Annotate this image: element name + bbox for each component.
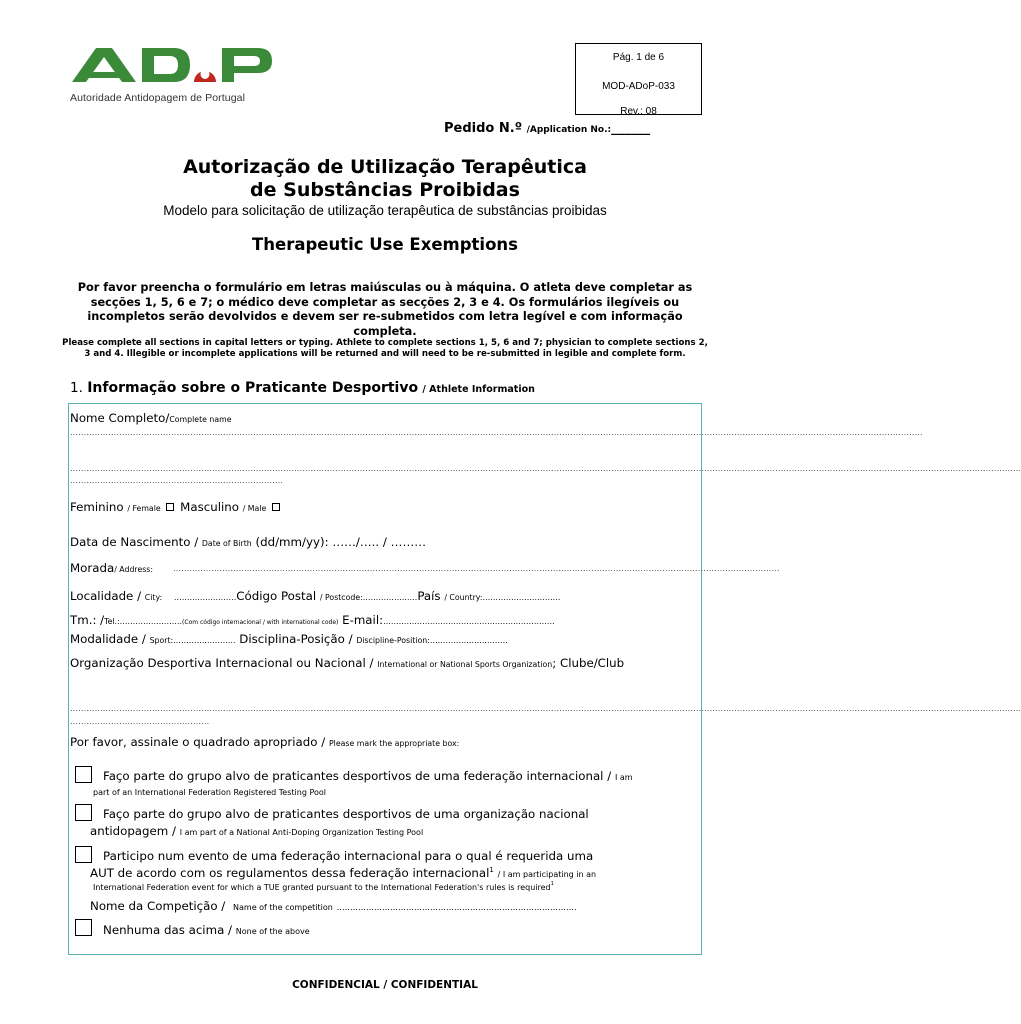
application-number-label-en: /Application No.: — [526, 125, 612, 135]
org-input-line-2[interactable]: …………………………………………… — [70, 717, 210, 726]
full-name-line-1[interactable]: …………………………………………………………………………………………………………………………………………………………………………………………………………………………………………………………………………………… — [70, 428, 923, 437]
option-if-event-text-2: AUT de acordo com os regulamentos dessa federação internacional$^1$ / I am participating in an — [90, 866, 597, 880]
title-line-2: de Substâncias Proibidas — [250, 179, 520, 201]
option-none-checkbox[interactable] — [75, 919, 92, 936]
subtitle: Modelo para solicitação de utilização terapêutica de substâncias proibidas — [163, 203, 607, 218]
option-nado-text-1: Faço parte do grupo alvo de praticantes desportivos de uma organização nacional — [103, 807, 589, 821]
org-row: Organização Desportiva Internacional ou Nacional / International or National Sports Organization; Clube/Club — [70, 656, 625, 670]
option-nado-text-2: antidopagem / I am part of a National Anti-Doping Organization Testing Pool — [90, 824, 424, 838]
revision: Rev.: 08 — [620, 106, 657, 117]
option-if-event-checkbox[interactable] — [75, 846, 92, 863]
male-checkbox[interactable] — [272, 503, 280, 511]
instructions-pt: Por favor preencha o formulário em letras maiúsculas ou à máquina. O atleta deve completar as secções 1, 5, 6 e 7; o médico deve completar as secções 2, 3 e 4. Os formulários ilegíveis ou incompletos serão devolvidos e devem ser re-submetidos com letra legível e com informação completa. — [77, 281, 693, 338]
section-number: 1. — [70, 380, 83, 396]
full-name-line-2[interactable]: …………………………………………………………………………………………………………………………………………………………………………………………………………………………………………………………………………………………………………………… — [70, 464, 1021, 473]
gender-row — [70, 500, 282, 514]
dob-row: Data de Nascimento / Date of Birth (dd/mm/yy): ……/….. / ……… — [70, 535, 427, 549]
address-row: Morada/ Address: — [70, 561, 153, 575]
instructions-en: Please complete all sections in capital letters or typing. Athlete to complete sections 1, 5, 6 and 7; physician to complete sections 2, 3 and 4. Illegible or incomplete applications will be returned and will need to be re-submitted in legible and complete form. — [62, 338, 708, 359]
female-checkbox[interactable] — [166, 503, 174, 511]
city-row: Localidade / City: ……………………Código Postal / Postcode:…………………País / Country:………………………… — [70, 589, 561, 603]
option-none-text: Nenhuma das acima / None of the above — [103, 923, 310, 937]
dob-input[interactable]: ……/….. / ……… — [332, 535, 427, 549]
page-number: Pág. 1 de 6 — [612, 52, 665, 63]
full-name-line-3[interactable]: …………………………………………………………………… — [70, 476, 284, 485]
female-label-en: / Female — [127, 504, 161, 513]
option-if-event-text-1: Participo num evento de uma federação internacional para o qual é requerida uma — [103, 849, 594, 863]
mark-box-instruction: Por favor, assinale o quadrado apropriado / Please mark the appropriate box: — [70, 735, 460, 749]
org-input-line-1[interactable]: …………………………………………………………………………………………………………………………………………………………………………………………………………………………………………………………………………………………………………………… — [70, 704, 1021, 713]
form-code: MOD-ADoP-033 — [602, 81, 675, 92]
address-input[interactable]: …………………………………………………………………………………………………………………………………………………………………………………………………… — [173, 564, 780, 573]
city-input[interactable]: …………………… — [173, 593, 237, 602]
application-number-blank: ______ — [611, 121, 651, 136]
option-if-event-en: International Federation event for which a TUE granted pursuant to the International Federation's rules is required$^1$ — [93, 881, 554, 892]
title-line-1: Autorização de Utilização Terapêutica — [183, 156, 587, 178]
competition-input[interactable]: ……………………………………………………………………………… — [336, 903, 577, 912]
phone-row: Tm.: /Tel.:……………………(Com código internacional / with international code) E-mail:………………………………………………………… — [70, 613, 555, 627]
female-label: Feminino — [70, 500, 124, 514]
country-input[interactable]: ………………………… — [482, 593, 561, 602]
section-1-heading — [70, 380, 535, 396]
english-title: Therapeutic Use Exemptions — [252, 235, 518, 254]
option-irtp-en: part of an International Federation Registered Testing Pool — [93, 788, 326, 797]
postcode-input[interactable]: ………………… — [362, 593, 418, 602]
application-number-label: Pedido N.º — [444, 121, 523, 136]
logo-subtitle: Autoridade Antidopagem de Portugal — [70, 92, 246, 104]
section-title: Informação sobre o Praticante Desportivo — [87, 380, 419, 396]
sport-input[interactable]: …………………… — [173, 636, 236, 645]
confidential-footer: CONFIDENCIAL / CONFIDENTIAL — [292, 979, 478, 991]
phone-input[interactable]: …………………… — [119, 617, 183, 626]
male-label-en: / Male — [242, 504, 267, 513]
section-title-en: / Athlete Information — [422, 384, 535, 395]
application-number — [444, 121, 650, 136]
email-input[interactable]: ………………………………………………………… — [383, 617, 555, 626]
full-name-label: Nome Completo/Complete name — [70, 411, 232, 425]
document-reference-box — [575, 43, 702, 115]
discipline-input[interactable]: ………………………… — [429, 636, 508, 645]
sport-row: Modalidade / Sport:…………………… Disciplina-Posição / Discipline-Position:………………………… — [70, 632, 508, 646]
athlete-info-frame — [68, 403, 1021, 955]
option-irtp-text: Faço parte do grupo alvo de praticantes desportivos de uma federação internacional / I am — [103, 769, 633, 783]
male-label: Masculino — [180, 500, 239, 514]
competition-row: Nome da Competição / Name of the competition ……………………………………………………………………………… — [90, 899, 577, 913]
option-irtp-checkbox[interactable] — [75, 766, 92, 783]
option-nado-checkbox[interactable] — [75, 804, 92, 821]
